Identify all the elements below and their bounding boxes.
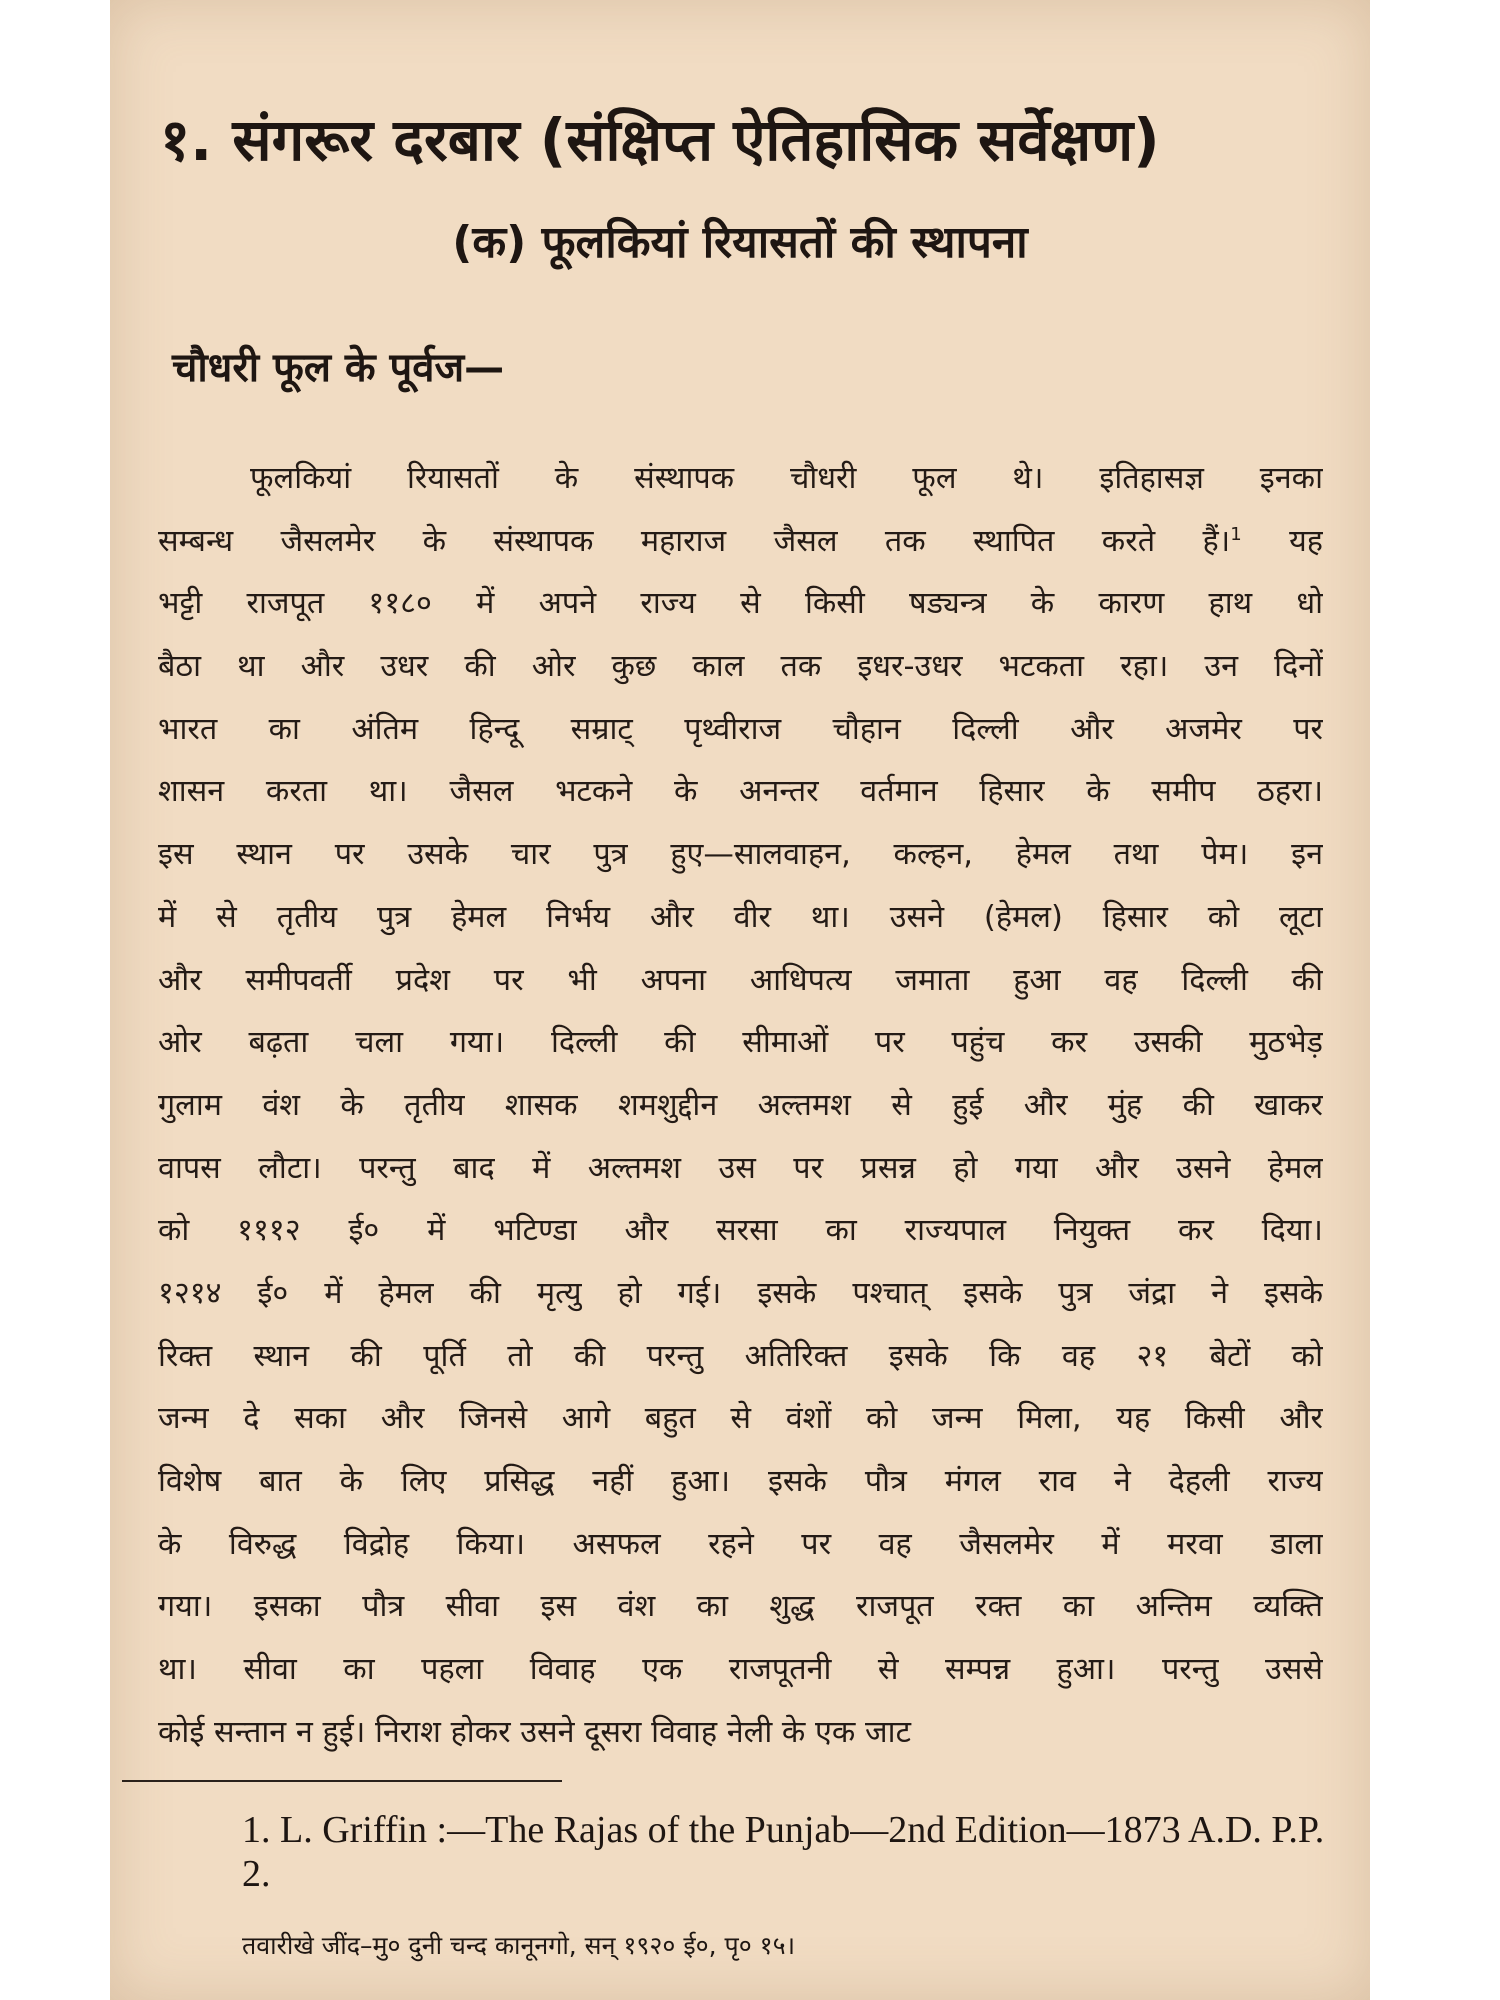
text-line: और समीपवर्ती प्रदेश पर भी अपना आधिपत्य जमाता हुआ वह दिल्ली की — [158, 962, 1323, 998]
text-line: भट्टी राजपूत ११८० में अपने राज्य से किसी षड्यन्त्र के कारण हाथ धो — [158, 586, 1323, 622]
text-line-tail: यह — [1289, 523, 1323, 559]
text-line: कोई सन्तान न हुई। निराश होकर उसने दूसरा विवाह नेली के एक जाट — [158, 1714, 911, 1750]
text-line: जन्म दे सका और जिनसे आगे बहुत से वंशों को जन्म मिला, यह किसी और — [158, 1401, 1323, 1437]
footnote-hindi: तवारीखे जींद–मु० दुनी चन्द कानूनगो, सन् १९२० ई०, पृ० १५। — [242, 1931, 796, 1960]
section-title: (क) फूलकियां रियासतों की स्थापना — [452, 217, 1028, 268]
footnote-reference: 1 — [1230, 523, 1242, 545]
sub-heading: चौधरी फूल के पूर्वज— — [172, 345, 505, 391]
text-line: वापस लौटा। परन्तु बाद में अल्तमश उस पर प्रसन्न हो गया और उसने हेमल — [158, 1150, 1323, 1186]
footnote-divider — [122, 1780, 562, 1782]
text-line: के विरुद्ध विद्रोह किया। असफल रहने पर वह जैसलमेर में मरवा डाला — [158, 1526, 1323, 1562]
text-line: को १११२ ई० में भटिण्डा और सरसा का राज्यपाल नियुक्त कर दिया। — [158, 1213, 1323, 1249]
text-line: गया। इसका पौत्र सीवा इस वंश का शुद्ध राजपूत रक्त का अन्तिम व्यक्ति — [158, 1589, 1323, 1625]
text-line: इस स्थान पर उसके चार पुत्र हुए—सालवाहन, कल्हन, हेमल तथा पेम। इन — [158, 837, 1323, 873]
text-line: विशेष बात के लिए प्रसिद्ध नहीं हुआ। इसके पौत्र मंगल राव ने देहली राज्य — [158, 1464, 1323, 1499]
text-line: फूलकियां रियासतों के संस्थापक चौधरी फूल थे। इतिहासज्ञ इनका — [250, 461, 1323, 496]
chapter-title: १. संगरूर दरबार (संक्षिप्त ऐतिहासिक सर्वेक्षण) — [160, 106, 1160, 174]
body-paragraph — [158, 448, 1323, 1764]
text-line: गुलाम वंश के तृतीय शासक शमशुद्दीन अल्तमश से हुई और मुंह की खाकर — [158, 1087, 1323, 1123]
text-line: था। सीवा का पहला विवाह एक राजपूतनी से सम्पन्न हुआ। परन्तु उससे — [158, 1652, 1323, 1688]
text-line: में से तृतीय पुत्र हेमल निर्भय और वीर था। उसने (हेमल) हिसार को लूटा — [158, 899, 1323, 935]
text-line: बैठा था और उधर की ओर कुछ काल तक इधर-उधर भटकता रहा। उन दिनों — [158, 649, 1323, 685]
text-line: शासन करता था। जैसल भटकने के अनन्तर वर्तमान हिसार के समीप ठहरा। — [158, 774, 1323, 810]
book-page — [110, 0, 1370, 2000]
text-line: १२१४ ई० में हेमल की मृत्यु हो गई। इसके पश्चात् इसके पुत्र जंद्रा ने इसके — [158, 1275, 1323, 1311]
text-line: ओर बढ़ता चला गया। दिल्ली की सीमाओं पर पहुंच कर उसकी मुठभेड़ — [158, 1025, 1323, 1061]
text-line-content: सम्बन्ध जैसलमेर के संस्थापक महाराज जैसल तक स्थापित करते हैं। — [158, 523, 1231, 559]
text-line — [158, 511, 1323, 574]
text-line: भारत का अंतिम हिन्दू सम्राट् पृथ्वीराज चौहान दिल्ली और अजमेर पर — [158, 711, 1323, 747]
text-line: रिक्त स्थान की पूर्ति तो की परन्तु अतिरिक्त इसके कि वह २१ बेटों को — [158, 1338, 1323, 1374]
footnote-english: 1. L. Griffin :—The Rajas of the Punjab—2nd Edition—1873 A.D. P.P. 2. — [242, 1809, 1325, 1895]
